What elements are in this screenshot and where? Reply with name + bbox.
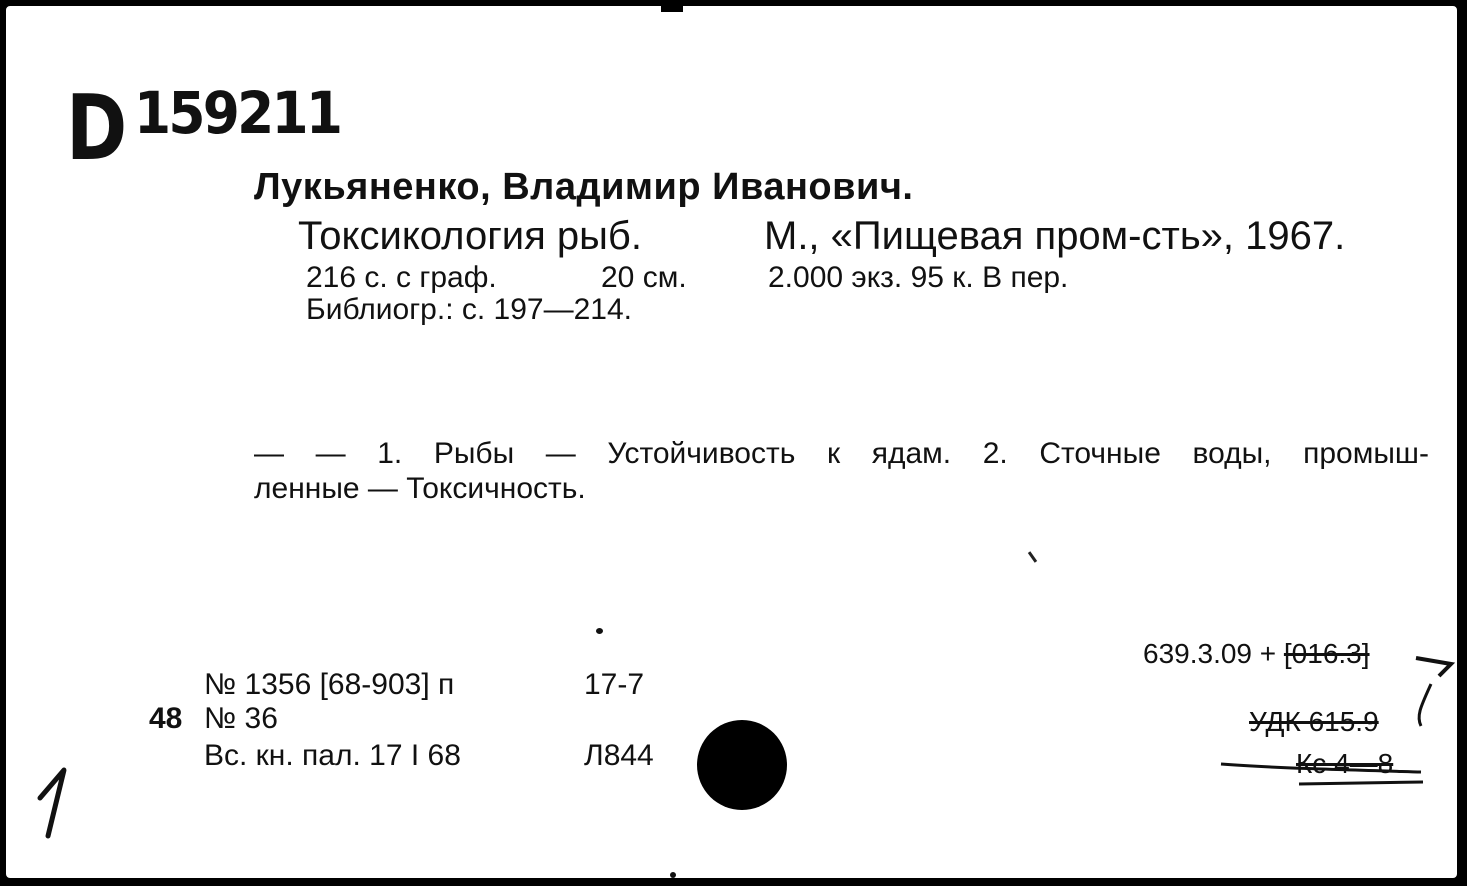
registration-number: № 1356 [68-903] п [204,668,455,701]
card-notch [661,4,683,12]
catalog-card [4,4,1459,880]
size-info: 20 см. [601,261,687,294]
punch-hole [697,720,787,810]
handwritten-arrow-mark [1211,646,1456,791]
udc-struck-code: [016.3] [1283,638,1370,669]
handwritten-number-mark [34,764,74,844]
edition-info: 2.000 экз. 95 к. В пер. [768,261,1069,294]
udc-prefix: 639.3.09 + [1143,638,1284,669]
call-number: 159211 [134,79,341,147]
book-chamber-line: Вс. кн. пал. 17 I 68 [204,739,461,772]
bibliography-note: Библиогр.: с. 197—214. [306,293,632,326]
stray-dot [596,628,603,634]
subject-line-2: ленные — Токсичность. [254,472,586,506]
pages-info: 216 с. с граф. [306,261,497,294]
stray-mark [1028,551,1037,563]
publisher-line: М., «Пищевая пром-сть», 1967. [764,214,1346,258]
call-number-prefix: D [66,76,124,181]
issue-number: № 36 [204,702,278,735]
print-code: Л844 [584,739,654,772]
udc-label: УДК 615.9 [1249,706,1379,737]
author-heading: Лукьяненко, Владимир Иванович. [254,166,914,208]
price-code: 17-7 [584,668,645,701]
subject-line-1: — — 1. Рыбы — Устойчивость к ядам. 2. Сточные воды, промыш- [254,437,1429,470]
stray-dot-bottom [670,872,676,878]
book-title: Токсикология рыб. [298,214,642,258]
ks-label: Кс 4—8 [1296,748,1394,779]
registration-bold-prefix: 48 [149,702,183,735]
subject-headings [254,436,1429,507]
